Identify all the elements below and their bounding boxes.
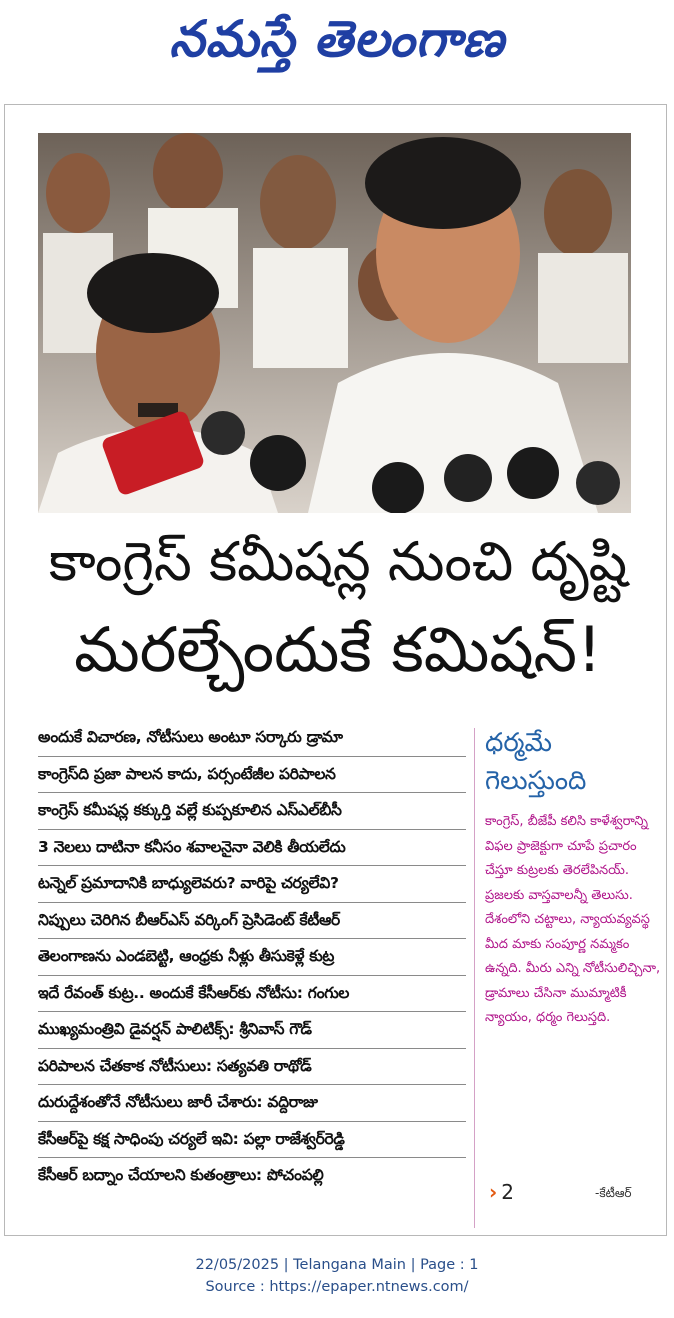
list-item: 3 నెలలు దాటినా కనీసం శవాలనైనా వెలికి తీయలేదు — [38, 830, 466, 867]
continued-page-number: 2 — [501, 1180, 514, 1204]
sidebar-signature: -కేటీఆర్ — [595, 1186, 632, 1200]
press-photo[interactable] — [38, 133, 631, 513]
sidebar-quote-box — [474, 728, 662, 1228]
list-item: తెలంగాణను ఎండబెట్టి, ఆంధ్రకు నీళ్లు తీసుకెళ్లే కుట్ర — [38, 939, 466, 976]
continued-page-link[interactable] — [489, 1180, 514, 1204]
list-item: ఇదే రేవంత్ కుట్ర.. అందుకే కేసీఆర్‌కు నోటీసు: గంగుల — [38, 976, 466, 1013]
list-item: కేసీఆర్‌పై కక్ష సాధింపు చర్యలే ఇవి: పల్లా రాజేశ్వర్‌రెడ్డి — [38, 1122, 466, 1159]
masthead — [0, 0, 674, 78]
list-item: నిప్పులు చెరిగిన బీఆర్‌ఎస్ వర్కింగ్ ప్రెసిడెంట్ కేటీఆర్ — [38, 903, 466, 940]
list-item: కాంగ్రెస్‌ది ప్రజా పాలన కాదు, పర్సంటేజీల పరిపాలన — [38, 757, 466, 794]
list-item: కేసీఆర్ బద్నాం చేయాలని కుతంత్రాలు: పోచంపల్లి — [38, 1166, 324, 1184]
list-item: దురుద్దేశంతోనే నోటీసులు జారీ చేశారు: వద్దిరాజు — [38, 1085, 466, 1122]
photo-illustration — [38, 133, 631, 513]
sidebar-title-line-1: ధర్మమే — [485, 728, 553, 758]
list-item: ముఖ్యమంత్రివి డైవర్షన్ పాలిటిక్స్: శ్రీనివాస్ గౌడ్ — [38, 1012, 466, 1049]
sidebar-title — [485, 724, 662, 800]
footer-source-link[interactable]: Source : https://epaper.ntnews.com/ — [205, 1279, 469, 1295]
footer-date-line: 22/05/2025 | Telangana Main | Page : 1 — [195, 1257, 479, 1273]
sidebar-title-line-2: గెలుస్తుంది — [485, 766, 587, 796]
list-item: కాంగ్రెస్ కమీషన్ల కక్కుర్తి వల్లే కుప్పకూలిన ఎస్‌ఎల్‌బీసీ — [38, 793, 466, 830]
subhead-list — [38, 720, 466, 1195]
newspaper-logo: నమస్తే తెలంగాణ — [169, 10, 505, 68]
page-footer — [0, 1254, 674, 1298]
sidebar-quote: కాంగ్రెస్, బీజేపీ కలిసి కాళేశ్వరాన్ని విఫల ప్రాజెక్టుగా చూపే ప్రచారం చేస్తూ కుట్రలకు తెరలేపినయ్. ప్రజలకు వాస్తవాలన్నీ తెలుసు. దేశంలోని చట్టాలు, న్యాయవ్యవస్థ మీద మాకు సంపూర్ణ నమ్మకం ఉన్నది. మీరు ఎన్ని నోటీసులిచ్చినా, డ్రామాలు చేసినా ముమ్మాటికీ న్యాయం, ధర్మం గెలుస్తది. — [485, 814, 661, 1025]
list-item: టన్నెల్ ప్రమాదానికి బాధ్యులెవరు? వారిపై చర్యలేవి? — [38, 866, 466, 903]
list-item: అందుకే విచారణ, నోటీసులు అంటూ సర్కారు డ్రామా — [38, 720, 466, 757]
chevron-right-icon: › — [489, 1180, 498, 1204]
headline-line-2: మరల్చేందుకే కమిషన్! — [74, 613, 602, 686]
headline-line-1: కాంగ్రెస్ కమీషన్ల నుంచి దృష్టి — [48, 530, 628, 593]
list-item: పరిపాలన చేతకాక నోటీసులు: సత్యవతి రాథోడ్ — [38, 1049, 466, 1086]
